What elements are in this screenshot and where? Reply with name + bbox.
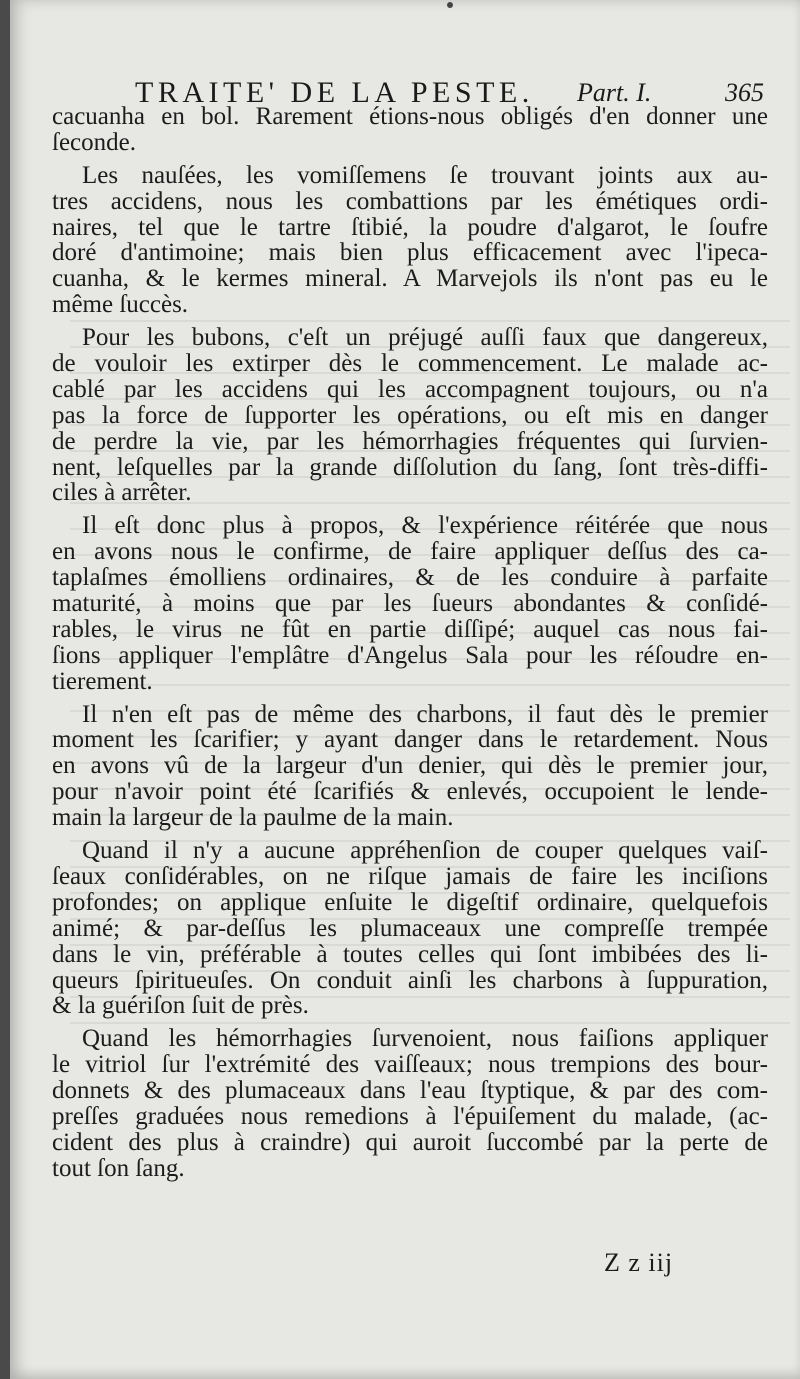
text-line: moment les ſcarifier; y ayant danger dans le retardement. Nous xyxy=(52,726,768,754)
text-line: animé; & par-deſſus les plumaceaux une compreſſe trempée xyxy=(52,914,768,942)
text-line: ſions appliquer l'emplâtre d'Angelus Sala pour les réſoudre en- xyxy=(52,641,768,669)
text-line: Quand il n'y a aucune appréhenſion de couper quelques vaiſ- xyxy=(82,837,768,865)
text-line: ciles à arrêter. xyxy=(52,479,192,507)
text-line: cablé par les accidens qui les accompagnent toujours, ou n'a xyxy=(52,375,768,403)
paragraph xyxy=(52,104,768,156)
paragraph xyxy=(52,513,768,694)
paragraph xyxy=(52,702,768,831)
page-number: 365 xyxy=(725,78,764,107)
text-line: maturité, à moins que par les ſueurs abondantes & conſidé- xyxy=(52,590,768,618)
ink-spot xyxy=(447,2,453,8)
text-line: pas la force de ſupporter les opérations, ou eſt mis en danger xyxy=(52,401,768,429)
text-line: ſeconde. xyxy=(52,128,136,156)
paragraph xyxy=(52,325,768,506)
text-line: cacuanha en bol. Rarement étions-nous obligés d'en donner une xyxy=(52,103,768,130)
text-line: Il n'en eſt pas de même des charbons, il faut dès le premier xyxy=(82,700,768,728)
text-line: de perdre la vie, par les hémorrhagies fréquentes qui ſurvien- xyxy=(52,427,768,455)
text-line: même ſuccès. xyxy=(52,291,189,319)
paragraph xyxy=(52,838,768,1019)
text-line: de vouloir les extirper dès le commencement. Le malade ac- xyxy=(52,350,768,378)
text-line: & la guériſon ſuit de près. xyxy=(52,992,309,1020)
text-line: Pour les bubons, c'eſt un préjugé auſſi faux que dangereux, xyxy=(82,324,768,352)
text-line: pour n'avoir point été ſcarifiés & enlevés, occupoient le lende- xyxy=(52,778,768,806)
page-edge xyxy=(0,0,10,1379)
text-line: en avons vû de la largeur d'un denier, qui dès le premier jour, xyxy=(52,752,768,780)
text-line: nent, leſquelles par la grande diſſolution du ſang, ſont très-diffi- xyxy=(52,453,768,481)
paragraph xyxy=(52,1026,768,1181)
signature-mark: Z z iij xyxy=(604,1248,674,1277)
text-line: en avons nous le confirme, de faire appliquer deſſus des ca- xyxy=(52,538,768,566)
text-line: main la largeur de la paulme de la main. xyxy=(52,804,454,832)
text-line: naires, tel que le tartre ſtibié, la poudre d'algarot, le ſoufre xyxy=(52,213,768,241)
text-line: cuanha, & le kermes mineral. A Marvejols ils n'ont pas eu le xyxy=(52,265,768,293)
text-line: tierement. xyxy=(52,667,153,695)
text-line: doré d'antimoine; mais bien plus efficacement avec l'ipeca- xyxy=(52,239,768,267)
text-line: taplaſmes émolliens ordinaires, & de les conduire à parfaite xyxy=(52,564,768,592)
text-line: dans le vin, préférable à toutes celles qui ſont imbibées des li- xyxy=(52,940,768,968)
body-text xyxy=(52,104,768,1182)
text-line: Quand les hémorrhagies ſurvenoient, nous faiſions appliquer xyxy=(82,1025,768,1053)
text-line: preſſes graduées nous remedions à l'épuiſement du malade, (ac- xyxy=(52,1102,768,1130)
part-label: Part. I. xyxy=(577,78,652,107)
text-line: queurs ſpiritueuſes. On conduit ainſi les charbons à ſuppuration, xyxy=(52,966,768,994)
text-line: tres accidens, nous les combattions par les émétiques ordi- xyxy=(52,187,768,215)
text-line: profondes; on applique enſuite le digeſtif ordinaire, quelquefois xyxy=(52,888,768,916)
text-line: Il eſt donc plus à propos, & l'expérience réitérée que nous xyxy=(82,512,768,540)
paragraph xyxy=(52,163,768,318)
text-line: cident des plus à craindre) qui auroit ſuccombé par la perte de xyxy=(52,1128,768,1156)
text-line: tout ſon ſang. xyxy=(52,1154,185,1182)
text-line: le vitriol ſur l'extrémité des vaiſſeaux; nous trempions des bour- xyxy=(52,1051,768,1079)
text-line: Les nauſées, les vomiſſemens ſe trouvant joints aux au- xyxy=(82,161,768,189)
running-title: TRAITE' DE LA PESTE. xyxy=(135,76,534,109)
text-line: donnets & des plumaceaux dans l'eau ſtyptique, & par des com- xyxy=(52,1077,768,1105)
text-line: rables, le virus ne fût en partie diſſipé; auquel cas nous fai- xyxy=(52,615,768,643)
text-line: ſeaux conſidérables, on ne riſque jamais de faire les inciſions xyxy=(52,862,768,890)
